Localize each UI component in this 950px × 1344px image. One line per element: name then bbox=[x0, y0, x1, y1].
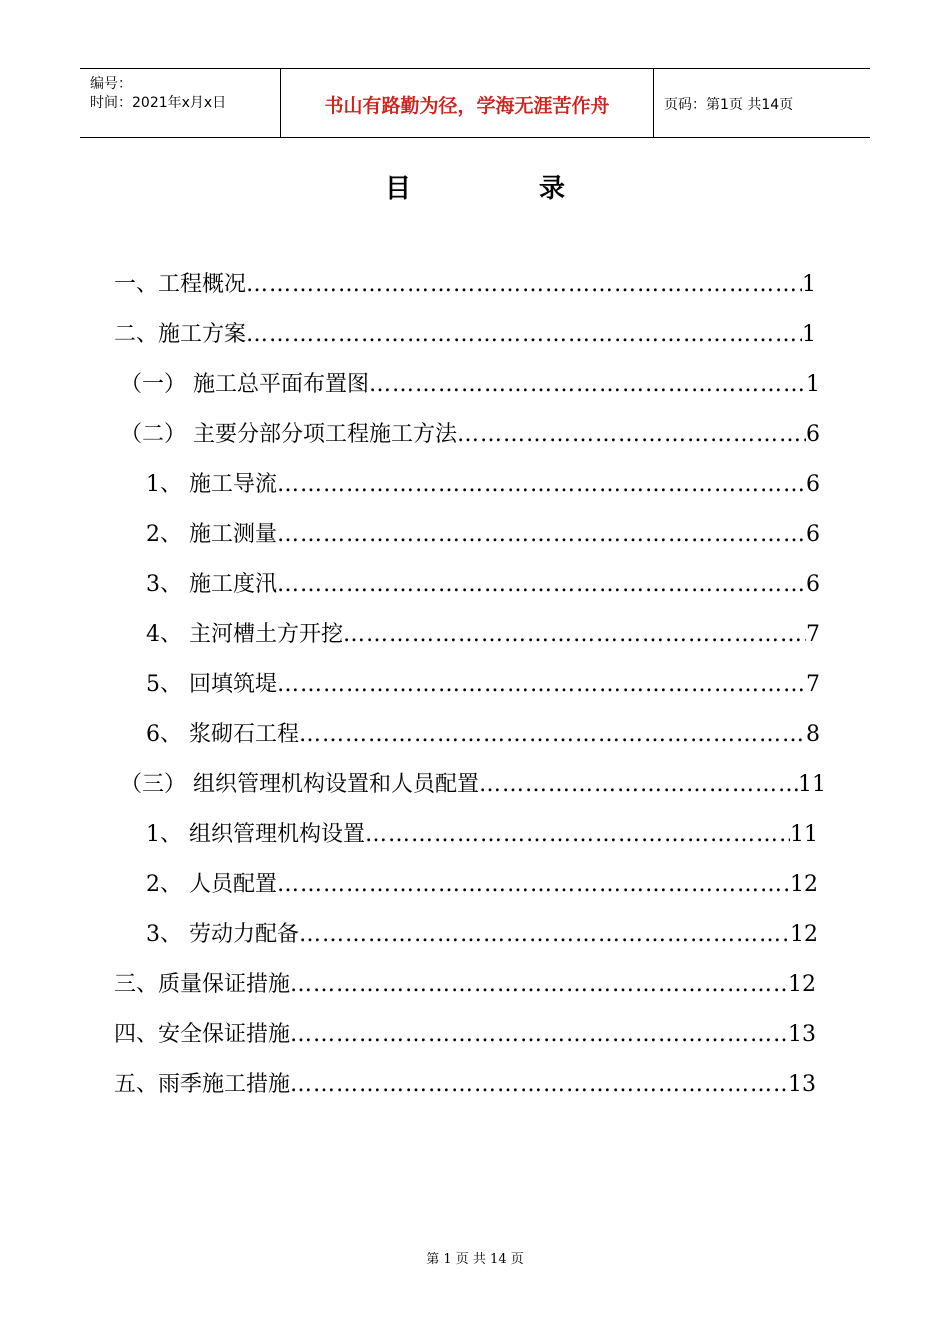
toc-entry[interactable] bbox=[146, 870, 818, 900]
toc-leader-dots bbox=[246, 320, 802, 350]
page-footer: 第 1 页 共 14 页 bbox=[426, 1252, 524, 1267]
toc-leader-dots bbox=[277, 520, 806, 550]
toc-entry-title: 3、 劳动力配备 bbox=[146, 922, 299, 947]
motto-text: 书山有路勤为径，学海无涯苦作舟 bbox=[324, 95, 610, 117]
toc-entry[interactable] bbox=[114, 320, 816, 350]
toc-entry[interactable] bbox=[146, 570, 820, 600]
toc-entry[interactable] bbox=[146, 720, 820, 750]
toc-leader-dots bbox=[290, 1020, 788, 1050]
page-title bbox=[0, 168, 950, 205]
toc-entry-page: 11 bbox=[798, 772, 826, 797]
toc-entry-page: 6 bbox=[806, 572, 820, 597]
toc-entry-page: 13 bbox=[788, 1072, 816, 1097]
time-label: 时间：2021年x月x日 bbox=[90, 95, 227, 111]
toc-entry-title: 4、 主河槽土方开挖 bbox=[146, 622, 343, 647]
page-info: 页码：第1页 共14页 bbox=[664, 97, 794, 113]
toc-entry[interactable] bbox=[120, 770, 826, 800]
toc-entry[interactable] bbox=[146, 520, 820, 550]
toc-entry-title: （二） 主要分部分项工程施工方法 bbox=[120, 422, 457, 447]
toc-entry[interactable] bbox=[114, 1020, 816, 1050]
title-char-2: 录 bbox=[539, 174, 566, 204]
toc-entry-page: 13 bbox=[788, 1022, 816, 1047]
toc-entry[interactable] bbox=[146, 670, 820, 700]
page-header bbox=[80, 68, 870, 138]
title-char-1: 目 bbox=[384, 174, 411, 204]
toc-entry-title: 三、质量保证措施 bbox=[114, 972, 291, 997]
toc-leader-dots bbox=[277, 670, 806, 700]
toc-entry-page: 1 bbox=[802, 322, 816, 347]
toc-entry-title: 1、 组织管理机构设置 bbox=[146, 822, 365, 847]
toc-leader-dots bbox=[369, 370, 806, 400]
toc-entry-title: 1、 施工导流 bbox=[146, 472, 277, 497]
toc-entry-title: 6、 浆砌石工程 bbox=[146, 722, 299, 747]
toc-entry-title: 3、 施工度汛 bbox=[146, 572, 277, 597]
toc-leader-dots bbox=[290, 1070, 788, 1100]
toc-entry[interactable] bbox=[114, 270, 816, 300]
toc-entry-page: 11 bbox=[790, 822, 818, 847]
toc-entry-title: 2、 人员配置 bbox=[146, 872, 277, 897]
toc-entry-title: 五、雨季施工措施 bbox=[114, 1072, 291, 1097]
toc-entry-page: 7 bbox=[806, 672, 820, 697]
toc-entry-title: 5、 回填筑堤 bbox=[146, 672, 277, 697]
toc-entry-title: 二、施工方案 bbox=[114, 322, 247, 347]
toc-entry-title: （一） 施工总平面布置图 bbox=[120, 372, 369, 397]
toc-entry[interactable] bbox=[146, 820, 818, 850]
toc-entry-page: 6 bbox=[806, 522, 820, 547]
toc-entry[interactable] bbox=[146, 620, 820, 650]
toc-entry-page: 12 bbox=[790, 922, 818, 947]
toc-entry-page: 6 bbox=[806, 472, 820, 497]
toc-leader-dots bbox=[277, 570, 806, 600]
toc-entry-title: （三） 组织管理机构设置和人员配置 bbox=[120, 772, 479, 797]
toc-leader-dots bbox=[290, 970, 788, 1000]
toc-entry[interactable] bbox=[146, 470, 820, 500]
toc-leader-dots bbox=[277, 870, 790, 900]
toc-entry-title: 2、 施工测量 bbox=[146, 522, 277, 547]
toc-entry-page: 7 bbox=[806, 622, 820, 647]
toc-entry[interactable] bbox=[114, 970, 816, 1000]
toc-entry[interactable] bbox=[120, 370, 820, 400]
toc-entry-title: 一、工程概况 bbox=[114, 272, 247, 297]
toc-entry[interactable] bbox=[120, 420, 820, 450]
toc-leader-dots bbox=[479, 770, 798, 800]
toc-entry-page: 12 bbox=[788, 972, 816, 997]
toc-leader-dots bbox=[246, 270, 802, 300]
toc-entry-page: 6 bbox=[806, 422, 820, 447]
header-page-cell bbox=[654, 69, 870, 137]
header-meta-cell bbox=[80, 69, 281, 137]
toc-entry-page: 8 bbox=[806, 722, 820, 747]
toc-leader-dots bbox=[343, 620, 806, 650]
number-label: 编号： bbox=[90, 76, 132, 92]
toc-entry[interactable] bbox=[114, 1070, 816, 1100]
toc-leader-dots bbox=[299, 920, 790, 950]
toc-leader-dots bbox=[365, 820, 790, 850]
toc-leader-dots bbox=[299, 720, 806, 750]
toc-entry-title: 四、安全保证措施 bbox=[114, 1022, 291, 1047]
toc-entry-page: 12 bbox=[790, 872, 818, 897]
toc-leader-dots bbox=[277, 470, 806, 500]
header-motto-cell bbox=[281, 69, 654, 137]
toc-entry-page: 1 bbox=[802, 272, 816, 297]
toc-leader-dots bbox=[457, 420, 806, 450]
toc-entry[interactable] bbox=[146, 920, 818, 950]
toc-entry-page: 1 bbox=[806, 372, 820, 397]
